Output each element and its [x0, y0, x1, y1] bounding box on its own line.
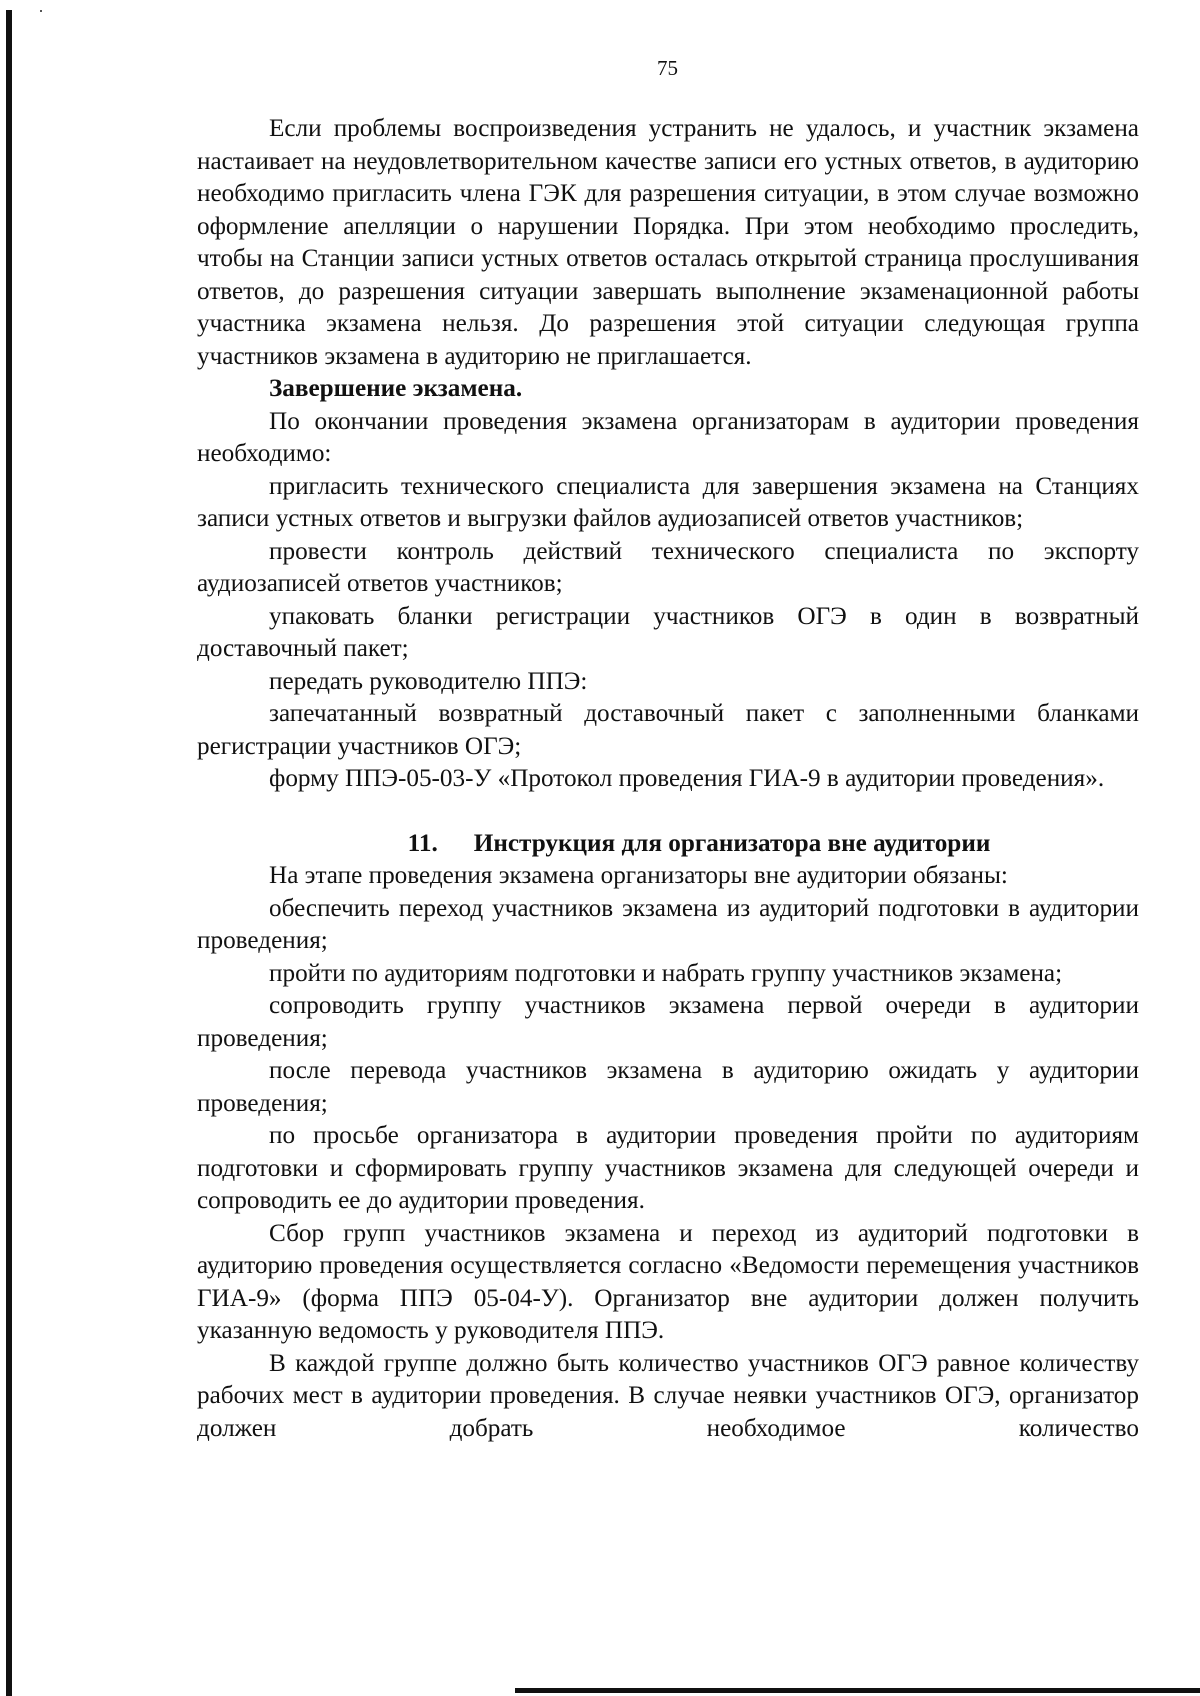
paragraph-playback-problems: Если проблемы воспроизведения устранить не удалось, и участник экзамена настаивает на неудовлетворительном качестве записи его устных ответов, в аудиторию необходимо пригласить члена ГЭК для разрешения ситуации, в этом случае возможно оформление апелляции о нарушении Порядка. При этом необходимо проследить, чтобы на Станции записи устных ответов осталась открытой страница прослушивания ответов, до разрешения ситуации завершать выполнение экзаменационной работы участника экзамена нельзя. До разрешения этой ситуации следующая группа участников экзамена в аудиторию не приглашается. [197, 115, 1139, 370]
paragraph-after-exam: По окончании проведения экзамена организаторам в аудитории проведения необходимо: [197, 407, 1139, 467]
paragraph-ensure-transfer: обеспечить переход участников экзамена из аудиторий подготовки в аудитории проведения; [197, 894, 1139, 954]
subheading-exam-completion: Завершение экзамена. [269, 375, 523, 402]
paragraph-sealed-packet: запечатанный возвратный доставочный пакет с заполненными бланками регистрации участников ОГЭ; [197, 700, 1139, 760]
section-heading [197, 828, 1139, 861]
paragraph-gather-group: пройти по аудиториям подготовки и набрать группу участников экзамена; [269, 959, 1063, 987]
section-number: 11. [407, 829, 438, 857]
scan-binding-edge [6, 10, 12, 1696]
paragraph-group-transfer-sheet: Сбор групп участников экзамена и переход из аудиторий подготовки в аудиторию проведения осуществляется согласно «Ведомости перемещения участников ГИА-9» (форма ППЭ 05-04-У). Организатор вне аудитории должен получить указанную ведомость у руководителя ППЭ. [197, 1219, 1139, 1344]
paragraph-control-export: провести контроль действий технического специалиста по экспорту аудиозаписей ответов участников; [197, 537, 1139, 597]
paragraph-group-size: В каждой группе должно быть количество участников ОГЭ равное количеству рабочих мест в аудитории проведения. В случае неявки участников ОГЭ, организатор должен добрать необходимое количество [197, 1349, 1139, 1442]
scan-bottom-edge [515, 1688, 1200, 1693]
paragraph-wait-at-room: после перевода участников экзамена в аудиторию ожидать у аудитории проведения; [197, 1057, 1139, 1117]
paragraph-hand-over: передать руководителю ППЭ: [269, 667, 588, 695]
paragraph-pack-forms: упаковать бланки регистрации участников ОГЭ в один в возвратный доставочный пакет; [197, 602, 1139, 662]
paragraph-protocol-form: форму ППЭ-05-03-У «Протокол проведения ГИА-9 в аудитории проведения». [269, 765, 1105, 792]
section-title: Инструкция для организатора вне аудитории [473, 829, 991, 857]
paragraph-form-next-group: по просьбе организатора в аудитории проведения пройти по аудиториям подготовки и сформировать группу участников экзамена для следующей очереди и сопроводить ее до аудитории проведения. [197, 1122, 1139, 1214]
document-body [197, 113, 1139, 1445]
paragraph-escort-first-group: сопроводить группу участников экзамена первой очереди в аудитории проведения; [197, 992, 1139, 1052]
scan-speck [40, 10, 42, 12]
page-number: 75 [657, 56, 678, 80]
paragraph-invite-tech-specialist: пригласить технического специалиста для завершения экзамена на Станциях записи устных ответов и выгрузки файлов аудиозаписей ответов участников; [197, 472, 1139, 532]
paragraph-duties-intro: На этапе проведения экзамена организаторы вне аудитории обязаны: [269, 862, 1008, 889]
